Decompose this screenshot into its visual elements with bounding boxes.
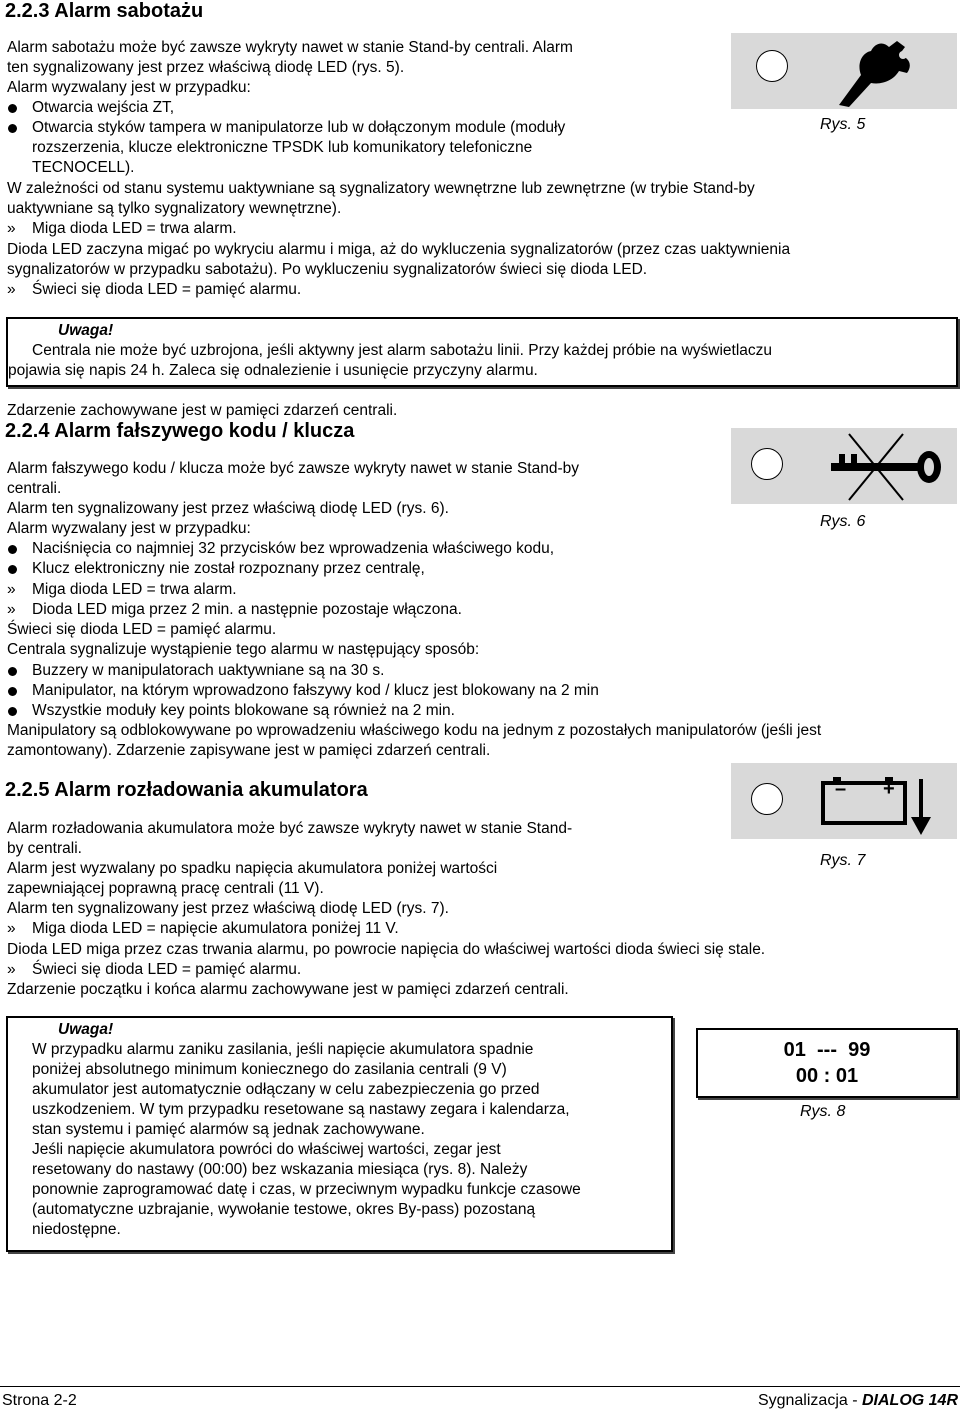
note-text: pojawia się napis 24 h. Zaleca się odnalezienie i usunięcie przyczyny alarmu.	[8, 362, 538, 379]
note-text: Centrala nie może być uzbrojona, jeśli aktywny jest alarm sabotażu linii. Przy każdej próbie na wyświetlaczu	[32, 342, 773, 359]
paragraph: W zależności od stanu systemu uaktywniane są sygnalizatory wewnętrzne lub zewnętrzne (w trybie Stand-by	[7, 180, 755, 197]
led-state-item: » Świeci się dioda LED = pamięć alarmu.	[7, 961, 302, 978]
paragraph: Dioda LED miga przez czas trwania alarmu, po powrocie napięcia do właściwej wartości dioda świeci się stale.	[7, 941, 766, 958]
note-text: W przypadku alarmu zaniku zasilania, jeśli napięcie akumulatora spadnie	[32, 1041, 534, 1058]
paragraph: Centrala sygnalizuje wystąpienie tego alarmu w następujący sposób:	[7, 641, 480, 658]
tamper-hand-icon	[831, 35, 921, 109]
figure-7-caption: Rys. 7	[820, 852, 866, 869]
led-state-item: » Miga dioda LED = napięcie akumulatora poniżej 11 V.	[7, 920, 399, 937]
display-readout	[696, 1028, 958, 1098]
paragraph: Alarm fałszywego kodu / klucza może być zawsze wykryty nawet w stanie Stand-by	[7, 460, 580, 477]
paragraph: ten sygnalizowany jest przez właściwą diodę LED (rys. 5).	[7, 59, 405, 76]
note-text: niedostępne.	[32, 1221, 121, 1238]
figure-7-panel	[731, 763, 957, 839]
crossed-key-icon	[821, 430, 951, 504]
footer-title	[758, 1392, 958, 1410]
note-text: ponownie zaprogramować datę i czas, w przeciwnym wypadku funkcje czasowe	[32, 1181, 581, 1198]
paragraph: centrali.	[7, 480, 62, 497]
list-item: Buzzery w manipulatorach uaktywniane są na 30 s.	[32, 662, 385, 679]
paragraph: Alarm rozładowania akumulatora może być zawsze wykryty nawet w stanie Stand-	[7, 820, 573, 837]
paragraph: Dioda LED zaczyna migać po wykryciu alarmu i miga, aż do wykluczenia sygnalizatorów (przez czas uaktywnienia	[7, 241, 791, 258]
section-heading-2-2-3: 2.2.3 Alarm sabotażu	[5, 0, 204, 22]
note-text: stan systemu i pamięć alarmów są jednak zachowywane.	[32, 1121, 425, 1138]
paragraph: Zdarzenie zachowywane jest w pamięci zdarzeń centrali.	[7, 402, 398, 419]
paragraph: Alarm sabotażu może być zawsze wykryty nawet w stanie Stand-by centrali. Alarm	[7, 39, 573, 56]
led-state-text: Miga dioda LED = trwa alarm.	[32, 581, 237, 598]
paragraph: Manipulatory są odblokowywane po wprowadzeniu właściwego kodu na jednym z pozostałych manipulatorów (jeśli jest	[7, 722, 822, 739]
led-state-text: Świeci się dioda LED = pamięć alarmu.	[32, 281, 302, 298]
section-heading-2-2-4: 2.2.4 Alarm fałszywego kodu / klucza	[5, 420, 355, 442]
battery-plus-label: +	[883, 778, 895, 800]
note-text: uszkodzeniem. W tym przypadku resetowane są nastawy zegara i kalendarza,	[32, 1101, 570, 1118]
paragraph: Świeci się dioda LED = pamięć alarmu.	[7, 621, 277, 638]
led-state-item: » Świeci się dioda LED = pamięć alarmu.	[7, 281, 302, 298]
led-state-text: Dioda LED miga przez 2 min. a następnie pozostaje włączona.	[32, 601, 462, 618]
display-line-1: 01 --- 99	[783, 1039, 871, 1061]
list-item: Otwarcia wejścia ZT,	[32, 99, 175, 116]
section-heading-2-2-5: 2.2.5 Alarm rozładowania akumulatora	[5, 779, 368, 801]
note-title: Uwaga!	[58, 322, 114, 339]
figure-6-caption: Rys. 6	[820, 513, 866, 530]
list-item: Otwarcia styków tampera w manipulatorze lub w dołączonym module (moduły	[32, 119, 566, 136]
footer-section: Sygnalizacja -	[757, 1392, 862, 1409]
paragraph: Alarm wyzwalany jest w przypadku:	[7, 79, 251, 96]
list-item: Manipulator, na którym wprowadzono fałszywy kod / klucz jest blokowany na 2 min	[32, 682, 599, 699]
figure-5-panel	[731, 33, 957, 109]
led-indicator-icon	[751, 783, 783, 815]
note-text: akumulator jest automatycznie odłączany w celu zabezpieczenia go przed	[32, 1081, 540, 1098]
warning-note-box	[6, 317, 958, 387]
figure-5-caption: Rys. 5	[820, 116, 866, 133]
figure-8-caption: Rys. 8	[800, 1103, 846, 1120]
note-text: (automatyczne uzbrajanie, wywołanie testowe, okres By-pass) pozostaną	[32, 1201, 536, 1218]
note-title: Uwaga!	[58, 1021, 114, 1038]
list-item-continuation: rozszerzenia, klucze elektroniczne TPSDK lub komunikatory telefoniczne	[32, 139, 533, 156]
led-state-item: » Miga dioda LED = trwa alarm.	[7, 220, 237, 237]
paragraph: Alarm jest wyzwalany po spadku napięcia akumulatora poniżej wartości	[7, 860, 498, 877]
display-line-2: 00 : 01	[795, 1065, 859, 1087]
paragraph: zapewniającej poprawną pracę centrali (11 V).	[7, 880, 324, 897]
paragraph: Alarm wyzwalany jest w przypadku:	[7, 520, 251, 537]
footer-product: DIALOG 14R	[861, 1392, 958, 1409]
footer-rule	[0, 1386, 960, 1387]
led-state-text: Miga dioda LED = trwa alarm.	[32, 220, 237, 237]
led-state-item: » Miga dioda LED = trwa alarm.	[7, 581, 237, 598]
list-item-continuation: TECNOCELL).	[32, 159, 135, 176]
paragraph: zamontowany). Zdarzenie zapisywane jest w pamięci zdarzeń centrali.	[7, 742, 491, 759]
paragraph: uaktywniane są tylko sygnalizatory wewnętrzne).	[7, 200, 342, 217]
figure-6-panel	[731, 428, 957, 504]
page-number: Strona 2-2	[2, 1392, 77, 1409]
note-text: resetowany do nastawy (00:00) bez wskazania miesiąca (rys. 8). Należy	[32, 1161, 528, 1178]
paragraph: Alarm ten sygnalizowany jest przez właściwą diodę LED (rys. 6).	[7, 500, 449, 517]
list-item: Klucz elektroniczny nie został rozpoznany przez centralę,	[32, 560, 425, 577]
led-state-item: » Dioda LED miga przez 2 min. a następnie pozostaje włączona.	[7, 601, 462, 618]
note-text: poniżej absolutnego minimum koniecznego do zasilania centrali (9 V)	[32, 1061, 507, 1078]
list-item: Wszystkie moduły key points blokowane są również na 2 min.	[32, 702, 455, 719]
led-state-text: Miga dioda LED = napięcie akumulatora poniżej 11 V.	[32, 920, 399, 937]
paragraph: Zdarzenie początku i końca alarmu zachowywane jest w pamięci zdarzeń centrali.	[7, 981, 569, 998]
paragraph: by centrali.	[7, 840, 82, 857]
led-indicator-icon	[756, 50, 788, 82]
led-indicator-icon	[751, 448, 783, 480]
paragraph: sygnalizatorów w przypadku sabotażu). Po wykluczeniu sygnalizatorów świeci się dioda LED.	[7, 261, 648, 278]
warning-note-box	[6, 1016, 673, 1252]
battery-down-icon	[815, 765, 945, 839]
list-item: Naciśnięcia co najmniej 32 przycisków bez wprowadzenia właściwego kodu,	[32, 540, 555, 557]
battery-minus-label: –	[835, 778, 847, 800]
paragraph: Alarm ten sygnalizowany jest przez właściwą diodę LED (rys. 7).	[7, 900, 449, 917]
led-state-text: Świeci się dioda LED = pamięć alarmu.	[32, 961, 302, 978]
note-text: Jeśli napięcie akumulatora powróci do właściwej wartości, zegar jest	[32, 1141, 501, 1158]
